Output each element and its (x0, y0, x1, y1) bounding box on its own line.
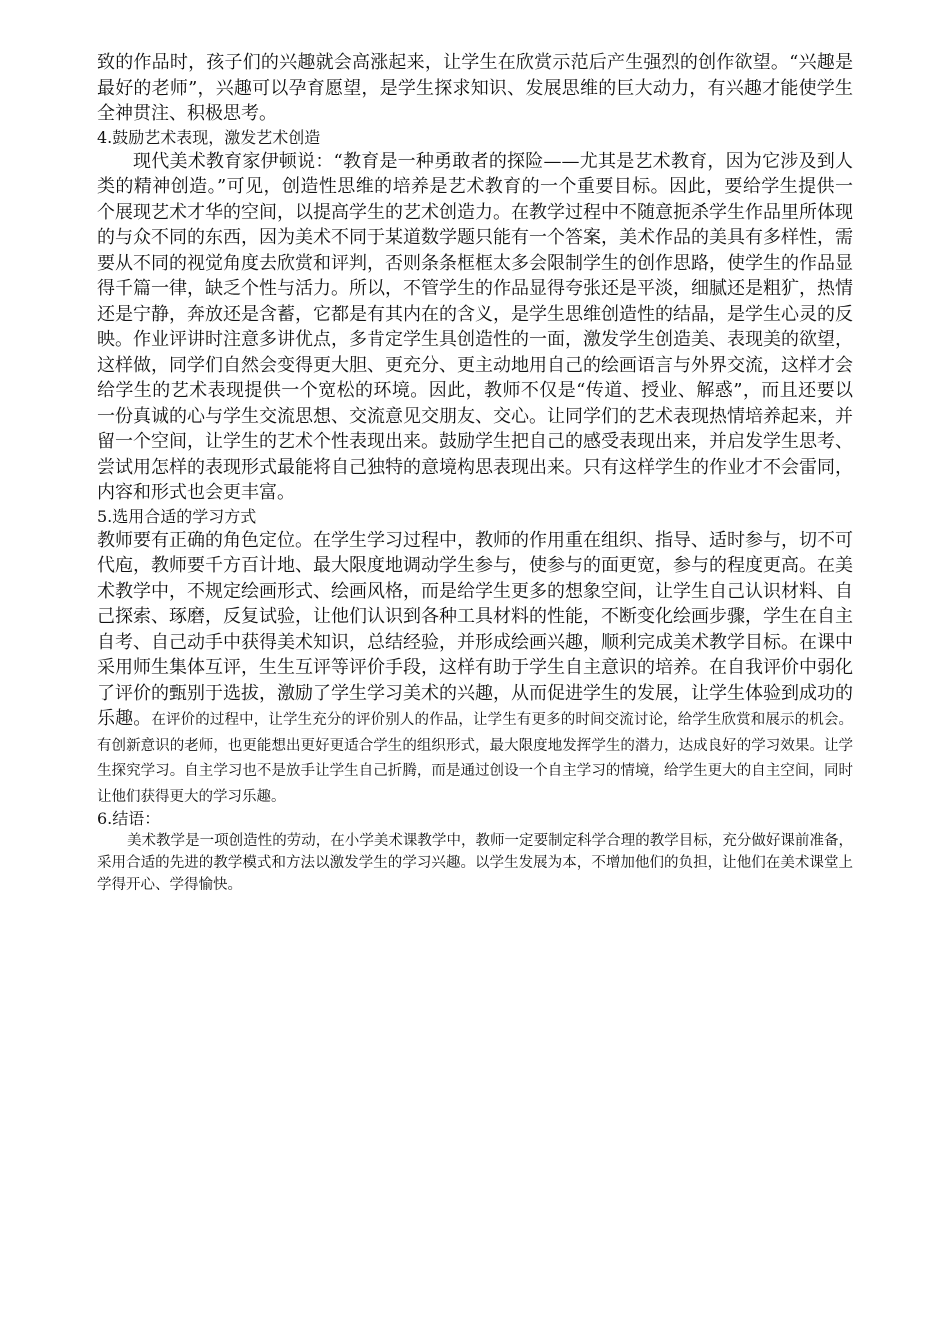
section-heading-4: 4.鼓励艺术表现，激发艺术创造 (97, 127, 321, 147)
section-heading-6: 6.结语： (97, 809, 161, 828)
paragraph-learning-methods-main: 教师要有正确的角色定位。在学生学习过程中，教师的作用重在组织、指导、适时参与，切不可代庖，教师要千方百计地、最大限度地调动学生参与，使参与的面更宽，参与的程度更高。在美术教学中，不规定绘画形式、绘画风格，而是给学生更多的想象空间，让学生自己认识材料、自己探索、琢磨，反复试验，让他们认识到各种工具材料的性能，不断变化绘画步骤，学生在自主自考、自己动手中获得美术知识，总结经验，并形成绘画兴趣，顺利完成美术教学目标。在课中采用师生集体互评，生生互评等评价手段，这样有助于学生自主意识的培养。在自我评价中弱化了评价的甄别于选拔，激励了学生学习美术的兴趣，从而促进学生的发展，让学生体验到成功的乐趣。 (97, 529, 853, 729)
paragraph-learning-methods-small: 在评价的过程中，让学生充分的评价别人的作品，让学生有更多的时间交流讨论，给学生欣赏和展示的机会。有创新意识的老师，也更能想出更好更适合学生的组织形式，最大限度地发挥学生的潜力，达成良好的学习效果。让学生探究学习。自主学习也不是放手让学生自己折腾，而是通过创设一个自主学习的情境，给学生更大的自主空间，同时让他们获得更大的学习乐趣。 (97, 712, 854, 805)
document-page (97, 50, 853, 896)
paragraph-learning-methods (97, 528, 853, 809)
paragraph-conclusion: 美术教学是一项创造性的劳动，在小学美术课教学中，教师一定要制定科学合理的教学目标，充分做好课前准备，采用合适的先进的教学模式和方法以激发学生的学习兴趣。以学生发展为本，不增加他们的负担，让他们在美术课堂上学得开心、学得愉快。 (97, 833, 853, 893)
section-heading-5: 5.选用合适的学习方式 (97, 506, 257, 526)
paragraph-interest-continued: 致的作品时，孩子们的兴趣就会高涨起来，让学生在欣赏示范后产生强烈的创作欲望。“兴趣是最好的老师”，兴趣可以孕育愿望，是学生探求知识、发展思维的巨大动力，有兴趣才能使学生全神贯注、积极思考。 (97, 52, 853, 124)
paragraph-art-creation: 现代美术教育家伊顿说：“教育是一种勇敢者的探险——尤其是艺术教育，因为它涉及到人类的精神创造。”可见，创造性思维的培养是艺术教育的一个重要目标。因此，要给学生提供一个展现艺术才华的空间，以提高学生的艺术创造力。在教学过程中不随意扼杀学生作品里所体现的与众不同的东西，因为美术不同于某道数学题只能有一个答案，美术作品的美具有多样性，需要从不同的视觉角度去欣赏和评判，否则条条框框太多会限制学生的创作思路，使学生的作品显得千篇一律，缺乏个性与活力。所以，不管学生的作品显得夸张还是平淡，细腻还是粗犷，热情还是宁静，奔放还是含蓄，它都是有其内在的含义，是学生思维创造性的结晶，是学生心灵的反映。作业评讲时注意多讲优点，多肯定学生具创造性的一面，激发学生创造美、表现美的欲望，这样做，同学们自然会变得更大胆、更充分、更主动地用自己的绘画语言与外界交流，这样才会给学生的艺术表现提供一个宽松的环境。因此，教师不仅是“传道、授业、解惑”，而且还要以一份真诚的心与学生交流思想、交流意见交朋友、交心。让同学们的艺术表现热情培养起来，并留一个空间，让学生的艺术个性表现出来。鼓励学生把自己的感受表现出来，并启发学生思考、尝试用怎样的表现形式最能将自己独特的意境构思表现出来。只有这样学生的作业才不会雷同，内容和形式也会更丰富。 (97, 150, 853, 503)
